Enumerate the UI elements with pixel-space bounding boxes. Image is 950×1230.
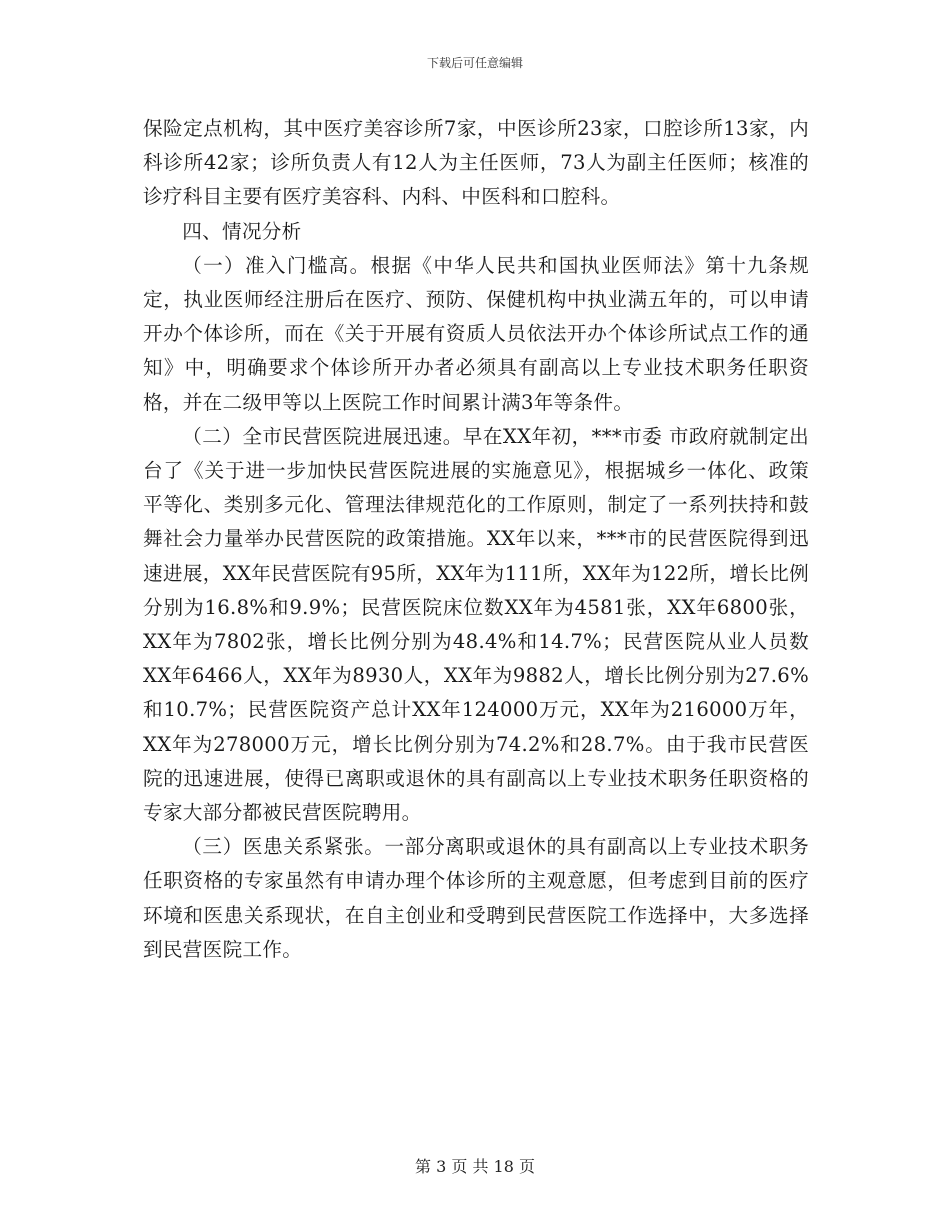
document-body <box>143 112 809 967</box>
page-footer: 第 3 页 共 18 页 <box>415 1157 535 1176</box>
paragraph-analysis-2: （二）全市民营医院进展迅速。早在XX年初，***市委 市政府就制定出台了《关于进一步加快民营医院进展的实施意见》，根据城乡一体化、政策平等化、类别多元化、管理法律规范化的工作原则，制定了一系列扶持和鼓舞社会力量举办民营医院的政策措施。XX年以来，***市的民营医院得到迅速进展，XX年民营医院有95所，XX年为111所，XX年为122所，增长比例分别为16.8%和9.9%；民营医院床位数XX年为4581张，XX年6800张，XX年为7802张，增长比例分别为48.4%和14.7%；民营医院从业人员数XX年6466人，XX年为8930人，XX年为9882人，增长比例分别为27.6%和10.7%；民营医院资产总计XX年124000万元，XX年为216000万年，XX年为278000万元，增长比例分别为74.2%和28.7%。由于我市民营医院的迅速进展，使得已离职或退休的具有副高以上专业技术职务任职资格的专家大部分都被民营医院聘用。 <box>143 424 809 825</box>
paragraph-analysis-3: （三）医患关系紧张。一部分离职或退休的具有副高以上专业技术职务任职资格的专家虽然有申请办理个体诊所的主观意愿，但考虑到目前的医疗环境和医患关系现状，在自主创业和受聘到民营医院工作选择中，大多选择到民营医院工作。 <box>143 835 809 961</box>
paragraph-analysis-1: （一）准入门槛高。根据《中华人民共和国执业医师法》第十九条规定，执业医师经注册后在医疗、预防、保健机构中执业满五年的，可以申请开办个体诊所，而在《关于开展有资质人员依法开办个体诊所试点工作的通知》中，明确要求个体诊所开办者必须具有副高以上专业技术职务任职资格，并在二级甲等以上医院工作时间累计满3年等条件。 <box>143 253 809 414</box>
paragraph-continuation: 保险定点机构，其中医疗美容诊所7家，中医诊所23家，口腔诊所13家，内科诊所42家；诊所负责人有12人为主任医师，73人为副主任医师；核准的诊疗科目主要有医疗美容科、内科、中医科和口腔科。 <box>143 117 809 209</box>
section-heading: 四、情况分析 <box>182 219 302 243</box>
page-header: 下载后可任意编辑 <box>426 56 523 70</box>
